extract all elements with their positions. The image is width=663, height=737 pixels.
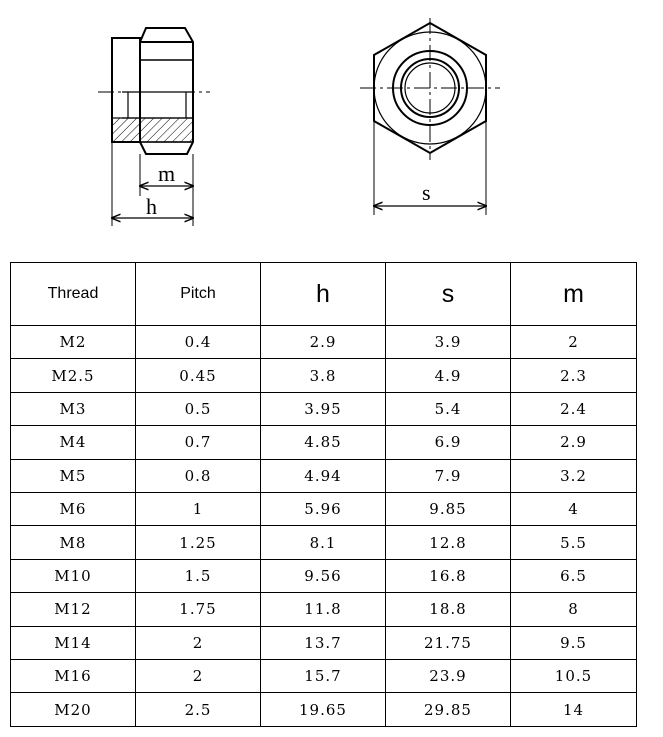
- cell-pitch: 1.75: [136, 593, 261, 626]
- cell-m: 5.5: [511, 526, 637, 559]
- cell-pitch: 0.5: [136, 392, 261, 425]
- table-row: [11, 559, 637, 592]
- cell-thread: M10: [11, 559, 136, 592]
- cell-pitch: 0.8: [136, 459, 261, 492]
- cell-thread: M2.5: [11, 359, 136, 392]
- cell-s: 6.9: [386, 426, 511, 459]
- cell-s: 21.75: [386, 626, 511, 659]
- cell-m: 3.2: [511, 459, 637, 492]
- table-header-row: [11, 263, 637, 326]
- cell-thread: M16: [11, 660, 136, 693]
- cell-pitch: 1.5: [136, 559, 261, 592]
- cell-thread: M5: [11, 459, 136, 492]
- cell-s: 18.8: [386, 593, 511, 626]
- table-row: [11, 660, 637, 693]
- table-row: [11, 493, 637, 526]
- cell-s: 4.9: [386, 359, 511, 392]
- cell-thread: M3: [11, 392, 136, 425]
- cell-m: 2: [511, 326, 637, 359]
- cell-s: 29.85: [386, 693, 511, 727]
- cell-m: 10.5: [511, 660, 637, 693]
- cell-s: 7.9: [386, 459, 511, 492]
- header-h: h: [261, 263, 386, 326]
- cell-m: 2.4: [511, 392, 637, 425]
- cell-pitch: 1.25: [136, 526, 261, 559]
- cell-h: 4.85: [261, 426, 386, 459]
- cell-m: 9.5: [511, 626, 637, 659]
- cell-pitch: 1: [136, 493, 261, 526]
- nut-technical-drawing: [0, 0, 663, 250]
- header-m: m: [511, 263, 637, 326]
- cell-pitch: 0.7: [136, 426, 261, 459]
- cell-s: 3.9: [386, 326, 511, 359]
- header-thread: Thread: [11, 263, 136, 326]
- table-row: [11, 359, 637, 392]
- dimension-s-label: s: [422, 180, 431, 205]
- cell-thread: M2: [11, 326, 136, 359]
- cell-s: 9.85: [386, 493, 511, 526]
- cell-pitch: 2: [136, 626, 261, 659]
- cell-h: 9.56: [261, 559, 386, 592]
- cell-h: 8.1: [261, 526, 386, 559]
- table-row: [11, 392, 637, 425]
- cell-h: 4.94: [261, 459, 386, 492]
- table-row: [11, 426, 637, 459]
- cell-m: 2.3: [511, 359, 637, 392]
- cell-m: 8: [511, 593, 637, 626]
- cell-thread: M6: [11, 493, 136, 526]
- cell-m: 14: [511, 693, 637, 727]
- table-row: [11, 593, 637, 626]
- dimension-h-label: h: [146, 194, 157, 219]
- cell-s: 12.8: [386, 526, 511, 559]
- dimension-m-label: m: [158, 161, 176, 186]
- table-row: [11, 693, 637, 727]
- header-s: s: [386, 263, 511, 326]
- cell-pitch: 0.45: [136, 359, 261, 392]
- cell-pitch: 2: [136, 660, 261, 693]
- table-row: [11, 626, 637, 659]
- table-row: [11, 459, 637, 492]
- table-row: [11, 526, 637, 559]
- cell-h: 2.9: [261, 326, 386, 359]
- cell-s: 23.9: [386, 660, 511, 693]
- cell-h: 15.7: [261, 660, 386, 693]
- cell-h: 13.7: [261, 626, 386, 659]
- cell-h: 3.95: [261, 392, 386, 425]
- cell-s: 16.8: [386, 559, 511, 592]
- header-pitch: Pitch: [136, 263, 261, 326]
- cell-s: 5.4: [386, 392, 511, 425]
- cell-m: 6.5: [511, 559, 637, 592]
- table-row: [11, 326, 637, 359]
- cell-thread: M4: [11, 426, 136, 459]
- dimensions-table: [10, 262, 637, 727]
- cell-thread: M14: [11, 626, 136, 659]
- cell-pitch: 0.4: [136, 326, 261, 359]
- table-body: [11, 326, 637, 727]
- cell-thread: M20: [11, 693, 136, 727]
- cell-h: 11.8: [261, 593, 386, 626]
- cell-h: 19.65: [261, 693, 386, 727]
- cell-h: 3.8: [261, 359, 386, 392]
- cell-m: 4: [511, 493, 637, 526]
- cell-h: 5.96: [261, 493, 386, 526]
- cell-thread: M8: [11, 526, 136, 559]
- cell-thread: M12: [11, 593, 136, 626]
- cell-pitch: 2.5: [136, 693, 261, 727]
- cell-m: 2.9: [511, 426, 637, 459]
